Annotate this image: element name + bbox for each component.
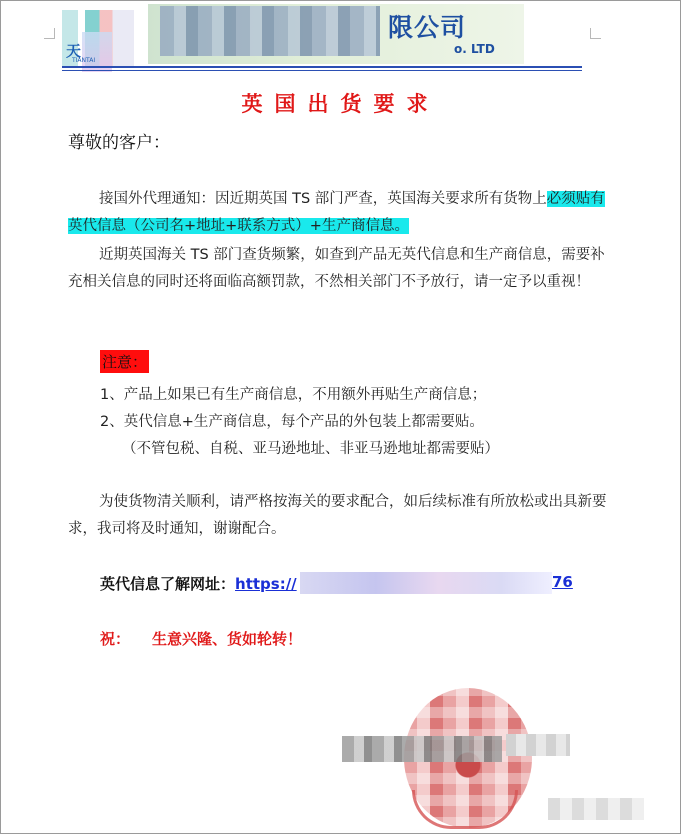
info-link[interactable]: https:// bbox=[235, 575, 297, 593]
note-item: 1、产品上如果已有生产商信息，不用额外再贴生产商信息； bbox=[100, 387, 487, 403]
margin-mark-top-left bbox=[44, 28, 55, 39]
note-item: （不管包税、自税、亚马逊地址、非亚马逊地址都需要贴） bbox=[122, 441, 499, 457]
paragraph-inspection: 近期英国海关 TS 部门查货频繁，如查到产品无英代信息和生产商信息，需要补充相关信息的同时还将面临高额罚款，不然相关部门不予放行，请一定予以重视！ bbox=[68, 247, 605, 290]
greeting: 尊敬的客户： bbox=[68, 133, 170, 153]
date-redacted bbox=[548, 798, 644, 820]
info-link-end[interactable]: 76 bbox=[552, 573, 573, 591]
header-rule bbox=[62, 66, 582, 68]
paragraph-closing: 为使货物清关顺利，请严格按海关的要求配合，如后续标准有所放松或出具新要求，我司将及时通知，谢谢配合。 bbox=[68, 494, 607, 537]
notice-highlight: 必须贴有英代信息（公司名+地址+联系方式）+生产商信息。 bbox=[68, 191, 605, 234]
note-item: 2、英代信息+生产商信息，每个产品的外包装上都需要贴。 bbox=[100, 414, 484, 430]
closing-wish bbox=[100, 628, 302, 649]
company-logo-subtext: TIANTAI bbox=[72, 57, 96, 64]
document-title: 英国出货要求 bbox=[241, 92, 440, 116]
company-name: 限公司 bbox=[388, 13, 467, 42]
company-logo-text: 天 bbox=[66, 42, 82, 60]
note-label: 注意： bbox=[100, 350, 149, 373]
header-rule-thin bbox=[62, 70, 582, 71]
wish-text: 生意兴隆、货如轮转！ bbox=[152, 630, 303, 648]
info-link-line bbox=[100, 573, 297, 594]
margin-mark-top-right bbox=[590, 28, 601, 39]
signature-redacted-part bbox=[506, 734, 570, 756]
link-redacted bbox=[300, 572, 552, 594]
company-name-english: o. LTD bbox=[454, 42, 495, 56]
letterhead-redacted-name bbox=[160, 6, 380, 56]
link-label: 英代信息了解网址： bbox=[100, 575, 236, 593]
notice-text: 接国外代理通知：因近期英国 TS 部门严查，英国海关要求所有货物上 bbox=[99, 191, 547, 207]
paragraph-notice bbox=[68, 186, 616, 240]
wish-prefix: 祝： bbox=[100, 630, 131, 648]
signature-redacted bbox=[342, 736, 502, 762]
